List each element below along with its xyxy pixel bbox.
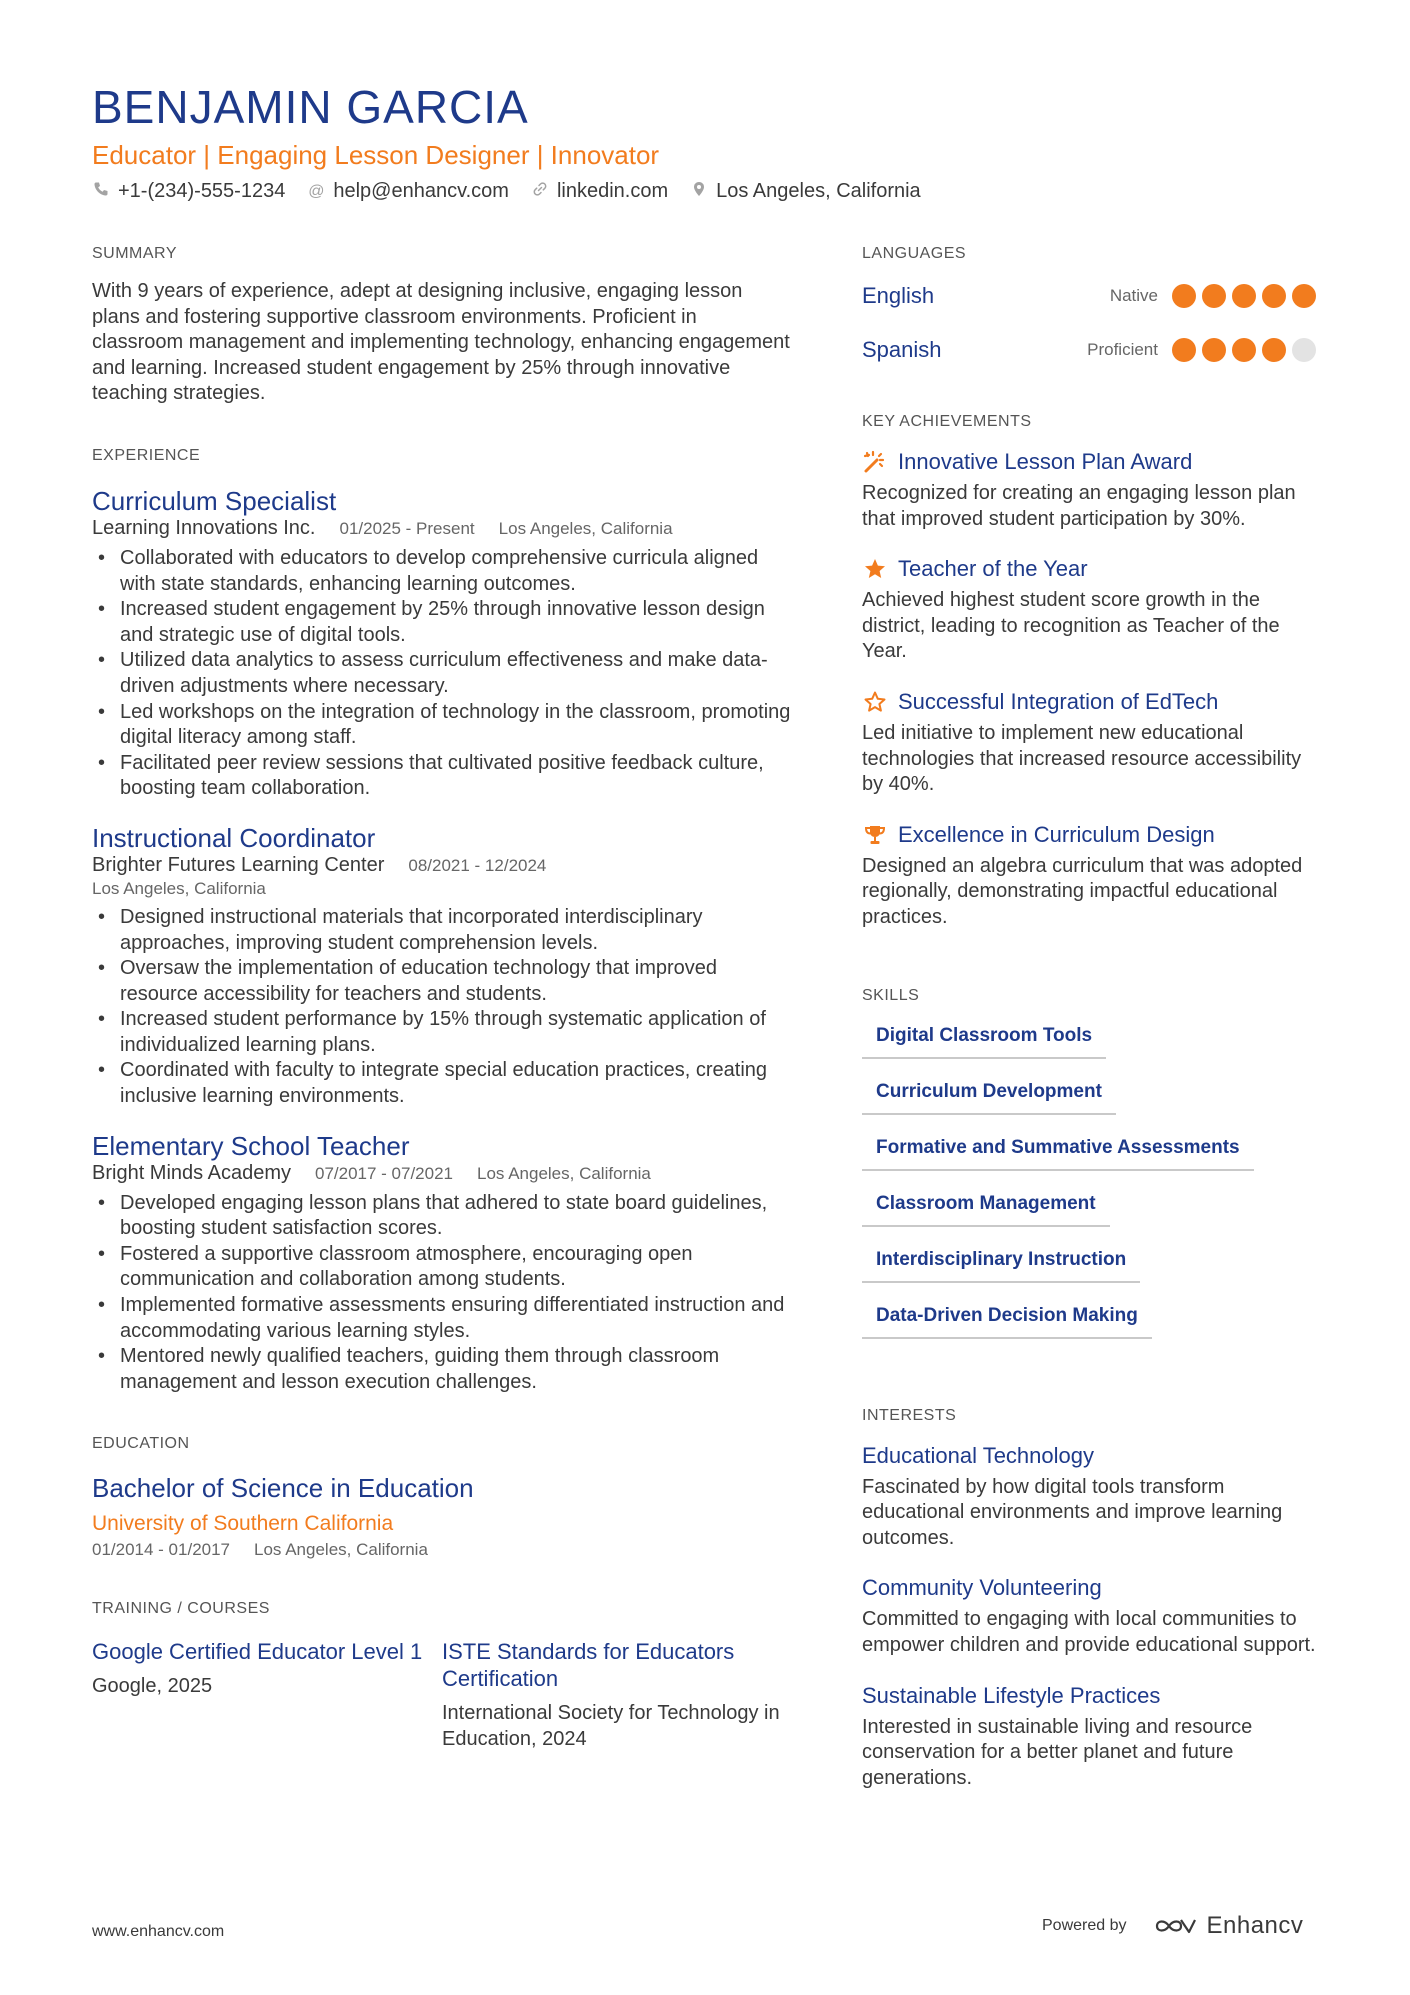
job-company: Bright Minds Academy — [92, 1161, 291, 1184]
rating-dot-filled — [1202, 284, 1226, 308]
contact-phone[interactable] — [92, 180, 285, 203]
language-level: Native — [1109, 286, 1158, 305]
job-bullets — [92, 1191, 792, 1396]
language-rating — [1172, 284, 1322, 308]
job-company: Brighter Futures Learning Center — [92, 853, 385, 876]
interest-desc: Interested in sustainable living and resource conservation for a better planet and future generations. — [862, 1715, 1253, 1789]
course-item — [92, 1638, 442, 1752]
job-entry — [92, 822, 792, 1110]
job-bullet: • Facilitated peer review sessions that cultivated positive feedback culture, boosting team collaboration. — [92, 751, 792, 802]
interest-desc: Committed to engaging with local communities to empower children and provide educational support. — [862, 1608, 1316, 1656]
interest-item — [862, 1575, 1322, 1658]
job-dates: 08/2021 - 12/2024 — [408, 855, 547, 875]
headline: Educator | Engaging Lesson Designer | Innovator — [92, 140, 660, 170]
brand-logo[interactable] — [1151, 1912, 1304, 1940]
language-name: English — [862, 283, 935, 308]
contact-linkedin[interactable] — [531, 180, 668, 203]
job-entry — [92, 485, 792, 802]
interest-desc: Fascinated by how digital tools transform educational environments and improve learning outcomes. — [862, 1475, 1283, 1549]
linkedin-text: linkedin.com — [556, 180, 669, 202]
language-level: Proficient — [1087, 340, 1158, 359]
summary-text: With 9 years of experience, adept at designing inclusive, engaging lesson plans and fostering supportive classroom environments. Proficient in classroom management and implementing technology, enhancing engagement and learning. Increased student engagement by 25% through innovative teaching strategies. — [92, 280, 790, 405]
achievement-desc: Led initiative to implement new educational technologies that increased resource accessibility by 40%. — [862, 721, 1302, 796]
job-location: Los Angeles, California — [498, 518, 673, 538]
achievement-item — [862, 556, 1322, 665]
achievement-item — [862, 689, 1322, 798]
edu-degree: Bachelor of Science in Education — [92, 1473, 474, 1504]
achievement-desc: Designed an algebra curriculum that was adopted regionally, demonstrating impactful educational practices. — [862, 854, 1303, 928]
experience-section — [92, 447, 792, 1395]
skill-tag: Curriculum Development — [862, 1077, 1116, 1115]
job-bullets — [92, 546, 792, 802]
brand-name: Enhancv — [1206, 1912, 1304, 1939]
language-list — [862, 269, 1322, 377]
skill-tag: Interdisciplinary Instruction — [862, 1245, 1140, 1283]
rating-dot-filled — [1292, 284, 1316, 308]
rating-dot-filled — [1202, 338, 1226, 362]
job-bullet: • Oversaw the implementation of education technology that improved resource accessibility for teachers and students. — [92, 956, 792, 1007]
job-meta — [92, 854, 792, 877]
language-item — [862, 323, 1322, 377]
candidate-name: BENJAMIN GARCIA — [92, 81, 529, 133]
achievement-title: Innovative Lesson Plan Award — [898, 449, 1193, 474]
phone-icon — [92, 181, 110, 202]
job-bullet: • Coordinated with faculty to integrate special education practices, creating inclusive learning environments. — [92, 1058, 792, 1109]
star-outline-icon — [862, 689, 888, 715]
edu-school: University of Southern California — [92, 1512, 394, 1536]
education-section — [92, 1435, 792, 1560]
rating-dot-filled — [1232, 338, 1256, 362]
education-title: EDUCATION — [92, 1435, 190, 1453]
achievement-desc: Recognized for creating an engaging lesson plan that improved student participation by 30%. — [862, 482, 1296, 530]
skill-list — [862, 1021, 1322, 1357]
course-provider: Google, 2025 — [92, 1675, 213, 1698]
at-icon: @ — [308, 182, 325, 200]
job-bullet: • Developed engaging lesson plans that adhered to state board guidelines, boosting student satisfaction scores. — [92, 1191, 792, 1242]
interest-title: Community Volunteering — [862, 1575, 1102, 1601]
job-bullet: • Led workshops on the integration of technology in the classroom, promoting digital literacy among staff. — [92, 700, 792, 751]
job-bullet: • Implemented formative assessments ensuring differentiated instruction and accommodating various learning styles. — [92, 1293, 792, 1344]
rating-dot-filled — [1172, 338, 1196, 362]
rating-dot-filled — [1262, 338, 1286, 362]
interest-item — [862, 1443, 1322, 1552]
course-list — [92, 1638, 792, 1752]
language-name: Spanish — [862, 337, 942, 362]
powered-by-label: Powered by — [1042, 1917, 1127, 1934]
skill-tag: Formative and Summative Assessments — [862, 1133, 1254, 1171]
skill-tag: Digital Classroom Tools — [862, 1021, 1106, 1059]
rating-dot-filled — [1232, 284, 1256, 308]
email-text: help@enhancv.com — [333, 180, 509, 202]
job-dates: 01/2025 - Present — [339, 518, 475, 538]
skill-tag: Classroom Management — [862, 1189, 1110, 1227]
contact-email[interactable] — [307, 180, 509, 203]
job-meta — [92, 1162, 792, 1185]
interests-title: INTERESTS — [862, 1406, 957, 1424]
course-title: ISTE Standards for Educators Certification — [442, 1639, 735, 1692]
contact-location — [690, 180, 921, 203]
left-column — [92, 245, 792, 1752]
edu-location: Los Angeles, California — [254, 1540, 428, 1560]
experience-title: EXPERIENCE — [92, 446, 201, 464]
right-column — [862, 245, 1322, 1791]
languages-section — [862, 245, 1322, 377]
achievement-title: Excellence in Curriculum Design — [898, 821, 1215, 847]
rating-dot-empty — [1292, 338, 1316, 362]
job-title: Elementary School Teacher — [92, 1130, 410, 1161]
footer-branding — [1042, 1912, 1303, 1940]
achievements-section — [862, 413, 1322, 931]
achievement-item — [862, 449, 1322, 532]
rating-dot-filled — [1172, 284, 1196, 308]
achievement-title: Teacher of the Year — [898, 556, 1088, 582]
course-provider: International Society for Technology in Education, 2024 — [442, 1702, 780, 1751]
job-bullet: • Fostered a supportive classroom atmosphere, encouraging open communication and collaboration among students. — [92, 1242, 792, 1293]
summary-title: SUMMARY — [92, 245, 177, 262]
achievement-item — [862, 822, 1322, 931]
edu-meta — [92, 1540, 792, 1560]
job-bullet: • Mentored newly qualified teachers, guiding them through classroom management and lesson execution challenges. — [92, 1344, 792, 1395]
interest-item — [862, 1683, 1322, 1792]
achievements-title: KEY ACHIEVEMENTS — [862, 413, 1032, 430]
job-dates: 07/2017 - 07/2021 — [314, 1163, 453, 1183]
job-location: Los Angeles, California — [477, 1163, 651, 1183]
job-meta — [92, 517, 792, 540]
footer-website[interactable]: www.enhancv.com — [92, 1923, 225, 1940]
location-text: Los Angeles, California — [716, 180, 921, 202]
skills-title: SKILLS — [862, 986, 920, 1004]
interest-title: Sustainable Lifestyle Practices — [862, 1682, 1161, 1708]
language-rating — [1172, 338, 1322, 362]
job-bullet: • Designed instructional materials that incorporated interdisciplinary approaches, improving student comprehension levels. — [92, 905, 792, 956]
skill-tag: Data-Driven Decision Making — [862, 1301, 1152, 1339]
training-section — [92, 1600, 792, 1752]
languages-title: LANGUAGES — [862, 245, 967, 262]
star-filled-icon — [862, 556, 888, 582]
contact-bar — [92, 180, 943, 203]
job-bullet: • Collaborated with educators to develop comprehensive curricula aligned with state standards, enhancing learning outcomes. — [92, 546, 792, 597]
magic-wand-icon — [862, 449, 888, 475]
achievement-title: Successful Integration of EdTech — [898, 688, 1219, 714]
location-pin-icon — [690, 181, 708, 202]
job-entry — [92, 1130, 792, 1396]
interest-title: Educational Technology — [862, 1442, 1094, 1468]
training-title: TRAINING / COURSES — [92, 1600, 270, 1618]
edu-dates: 01/2014 - 01/2017 — [92, 1540, 231, 1560]
link-icon — [531, 181, 549, 202]
job-bullet: • Utilized data analytics to assess curriculum effectiveness and make data-driven adjustments where necessary. — [92, 648, 792, 699]
language-item — [862, 269, 1322, 323]
interests-section — [862, 1407, 1322, 1792]
skills-section — [862, 987, 1322, 1357]
job-company: Learning Innovations Inc. — [92, 516, 316, 539]
job-location: Los Angeles, California — [92, 878, 266, 898]
job-title: Instructional Coordinator — [92, 822, 376, 853]
enhancv-logo-icon — [1151, 1914, 1197, 1938]
course-title: Google Certified Educator Level 1 — [92, 1639, 423, 1665]
course-item — [442, 1638, 792, 1752]
rating-dot-filled — [1262, 284, 1286, 308]
phone-text: +1-(234)-555-1234 — [118, 180, 286, 202]
job-bullets — [92, 905, 792, 1110]
trophy-icon — [862, 822, 888, 848]
job-bullet: • Increased student performance by 15% through systematic application of individualized learning plans. — [92, 1007, 792, 1058]
achievement-desc: Achieved highest student score growth in the district, leading to recognition as Teacher of the Year. — [862, 589, 1280, 663]
job-title: Curriculum Specialist — [92, 485, 337, 516]
summary-section — [92, 245, 792, 407]
job-bullet: • Increased student engagement by 25% through innovative lesson design and strategic use of digital tools. — [92, 597, 792, 648]
